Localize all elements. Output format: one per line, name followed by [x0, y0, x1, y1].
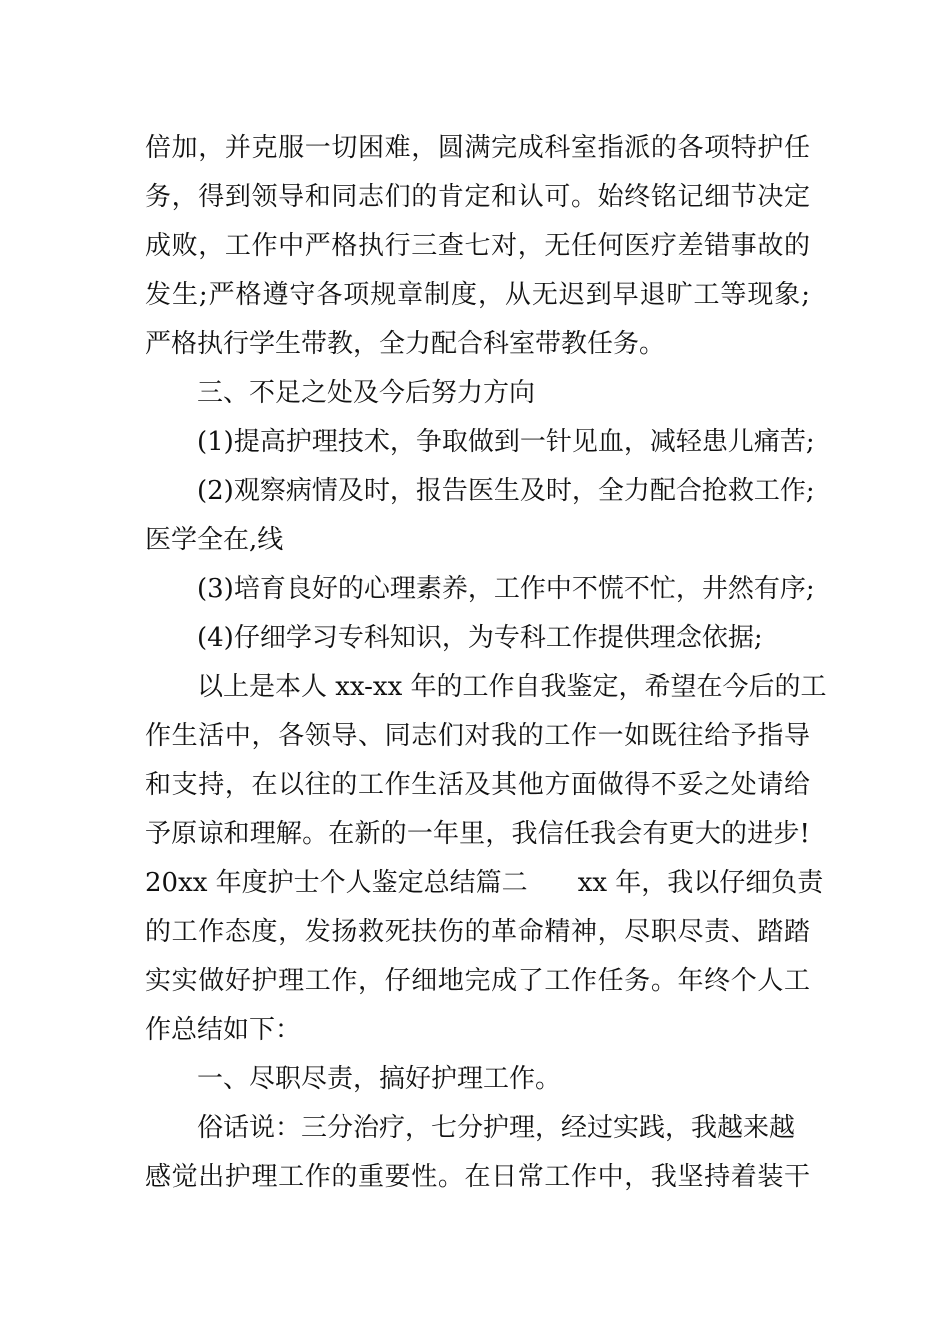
text-line: 的工作态度，发扬救死扶伤的革命精神，尽职尽责、踏踏	[145, 917, 810, 947]
section-heading: 一、尽职尽责，搞好护理工作。	[197, 1064, 562, 1094]
text-line	[145, 859, 824, 908]
document-body	[145, 124, 827, 1202]
text-line: 感觉出护理工作的重要性。在日常工作中，我坚持着装干	[145, 1162, 810, 1192]
text-line: 严格执行学生带教，全力配合科室带教任务。	[145, 329, 666, 359]
text-line: 作生活中，各领导、同志们对我的工作一如既往给予指导	[145, 721, 810, 751]
list-item: (3)培育良好的心理素养，工作中不慌不忙，井然有序;	[197, 574, 815, 604]
text-line: 务，得到领导和同志们的肯定和认可。始终铭记细节决定	[145, 182, 810, 212]
article-title: 20xx 年度护士个人鉴定总结篇二	[145, 868, 528, 898]
text-line: 倍加，并克服一切困难，圆满完成科室指派的各项特护任	[145, 133, 810, 163]
text-line: 予原谅和理解。在新的一年里，我信任我会有更大的进步!	[145, 819, 810, 849]
text-line: 发生;严格遵守各项规章制度，从无迟到早退旷工等现象;	[145, 280, 810, 310]
text-line: 实实做好护理工作，仔细地完成了工作任务。年终个人工	[145, 966, 810, 996]
text-line: 成败，工作中严格执行三查七对，无任何医疗差错事故的	[145, 231, 810, 261]
section-heading: 三、不足之处及今后努力方向	[197, 378, 536, 408]
text-line: 作总结如下：	[145, 1015, 302, 1045]
list-item: (4)仔细学习专科知识，为专科工作提供理念依据;	[197, 623, 763, 653]
paragraph-start: 以上是本人 xx-xx 年的工作自我鉴定，希望在今后的工	[197, 672, 827, 702]
list-item: (2)观察病情及时，报告医生及时，全力配合抢救工作;	[197, 476, 815, 506]
paragraph-start: 俗话说：三分治疗，七分护理，经过实践，我越来越	[197, 1113, 796, 1143]
text-line: 医学全在,线	[145, 525, 284, 555]
list-item: (1)提高护理技术，争取做到一针见血，减轻患儿痛苦;	[197, 427, 815, 457]
text-line: 和支持，在以往的工作生活及其他方面做得不妥之处请给	[145, 770, 810, 800]
paragraph-start: xx 年，我以仔细负责	[577, 868, 824, 898]
